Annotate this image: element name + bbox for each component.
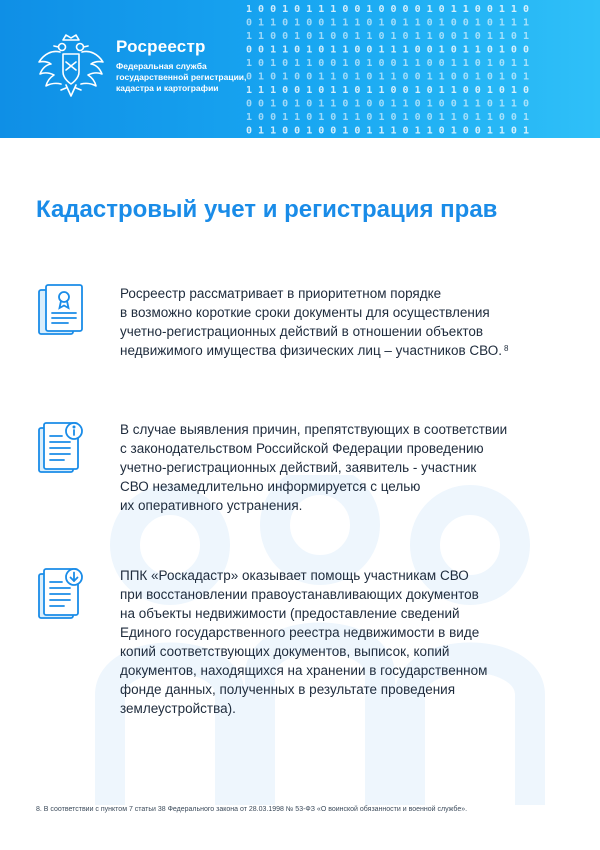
brand-name: Росреестр <box>116 37 206 56</box>
download-document-icon <box>36 566 86 622</box>
binary-row: 0 1 1 0 1 0 0 1 1 1 0 1 0 1 1 0 1 0 0 1 0 1 1 1 <box>246 17 529 29</box>
binary-row: 0 1 0 1 0 0 1 1 0 1 0 1 1 0 0 1 1 0 0 1 0 1 0 1 <box>246 71 529 83</box>
page-title: Кадастровый учет и регистрация прав <box>36 196 498 223</box>
footnote: 8. В соответствии с пунктом 7 статьи 38 Федерального закона от 28.03.1998 № 53-ФЗ «О воинской обязанности и военной службе». <box>36 806 468 813</box>
binary-row: 1 1 1 0 0 1 0 1 1 0 1 1 0 0 1 0 1 1 0 0 1 0 1 0 <box>246 85 529 96</box>
rosreestr-emblem-icon <box>36 32 106 102</box>
binary-row: 0 0 1 1 0 1 0 1 1 0 0 1 1 1 0 0 1 0 1 1 0 1 0 0 <box>246 44 529 56</box>
header-banner <box>0 0 600 138</box>
info-document-icon <box>36 420 86 476</box>
binary-row: 1 0 0 1 0 1 1 1 0 0 1 0 0 0 0 1 0 1 1 0 0 1 1 0 <box>246 4 529 15</box>
binary-pattern <box>240 0 600 138</box>
item-text: Росреестр рассматривает в приоритетном порядке в возможно короткие сроки документы для осуществления учетно-регистрационных действий в отношении объектов недвижимого имущества физических лиц – участников СВО. $^8$ <box>120 286 509 358</box>
item-text: ППК «Роскадастр» оказывает помощь участникам СВО при восстановлении правоустанавливающих документов на объекты недвижимости (предоставление сведений Единого государственного реестра недвижимости в виде копий соответствующих документов, выписок, копий документов, находящихся на хранении в государственном фонде данных, полученных в результате проведения землеустройства). <box>120 568 488 716</box>
footnote-reference: 8 <box>503 344 509 353</box>
binary-row: 0 1 1 0 0 1 0 0 1 0 1 1 1 0 1 1 0 1 0 0 1 1 0 1 <box>246 125 529 137</box>
binary-row: 1 0 1 0 1 1 0 0 1 0 1 0 0 1 1 0 0 1 1 0 1 0 1 1 <box>246 58 529 69</box>
brand-subtitle: Федеральная служба государственной регистрации, кадастра и картографии <box>116 61 247 93</box>
binary-row: 1 1 0 0 1 0 1 0 0 1 1 0 1 0 1 1 0 0 1 0 1 1 0 1 <box>246 31 529 42</box>
item-text: В случае выявления причин, препятствующих в соответствии с законодательством Российской Федерации проведению учетно-регистрационных действий, заявитель - участник СВО незамедлительно информируется с целью их оперативного устранения. <box>120 422 508 513</box>
binary-row: 1 0 0 1 1 0 1 0 1 1 0 1 0 1 0 0 1 1 0 1 1 0 0 1 <box>246 112 529 123</box>
certificate-document-icon <box>36 284 86 340</box>
binary-row: 0 0 1 0 1 0 1 1 0 1 0 0 1 1 0 1 0 0 1 1 0 1 1 0 <box>246 98 529 110</box>
